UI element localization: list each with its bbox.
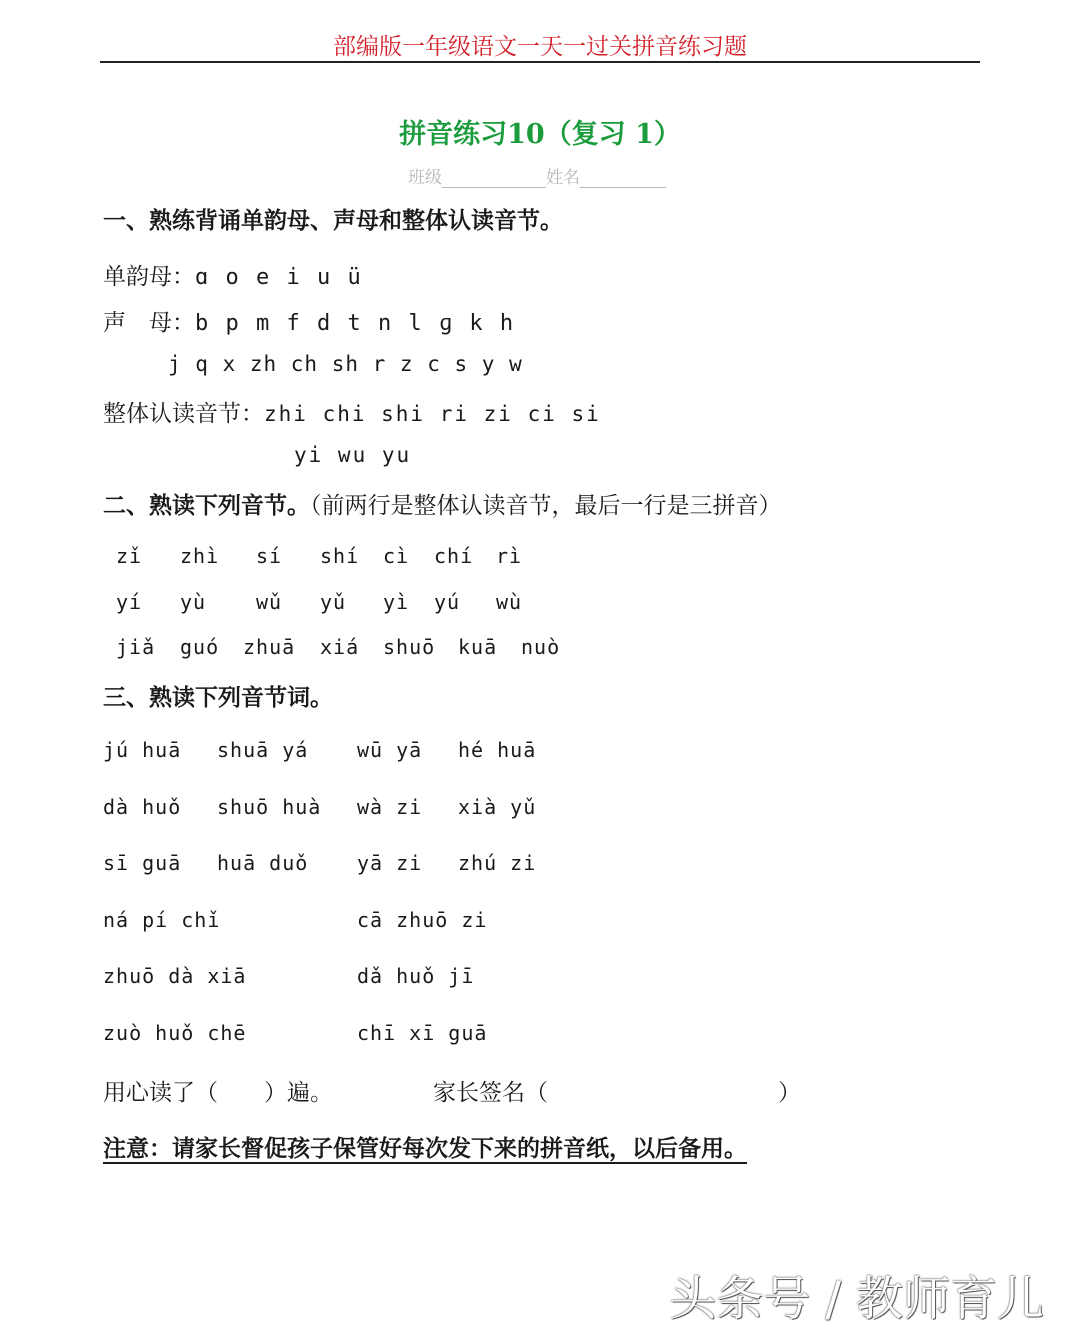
row-content: yi wu yu xyxy=(294,443,412,467)
syllable: yí xyxy=(116,590,143,614)
word: dǎ huǒ jī xyxy=(357,964,475,988)
syllable: jiǎ xyxy=(116,635,156,659)
word: sī guā xyxy=(103,851,182,875)
word: dà huǒ xyxy=(103,795,182,819)
word: jú huā xyxy=(103,738,182,762)
syllable: zhuā xyxy=(243,635,296,659)
row-content: b p m f d t n l ɡ k h xyxy=(195,311,516,336)
list-item xyxy=(294,443,411,467)
section2-heading xyxy=(103,487,782,520)
page-title: 拼音练习10（复习 1） xyxy=(399,119,681,150)
word: shuō huà xyxy=(217,795,322,819)
syllable: shí xyxy=(320,544,360,568)
list-item xyxy=(103,304,515,337)
parent-signature-field[interactable]: 家长签名（ ） xyxy=(433,1080,801,1106)
name-blank[interactable] xyxy=(580,169,666,188)
row-content: ɑ o e i u ü xyxy=(195,265,363,290)
syllable: shuō xyxy=(383,635,436,659)
word: ná pí chǐ xyxy=(103,908,221,932)
read-times-field[interactable]: 用心读了（ ）遍。 xyxy=(103,1080,333,1106)
section2-heading-text: 二、熟读下列音节。 xyxy=(103,492,310,519)
header-divider xyxy=(100,61,980,63)
class-blank[interactable] xyxy=(442,169,546,188)
row-content: j q x zh ch sh r z c s y w xyxy=(168,352,523,376)
name-label: 姓名 xyxy=(546,168,580,188)
syllable: rì xyxy=(496,544,523,568)
list-item xyxy=(103,395,601,428)
watermark: 头条号 / 教师育儿 xyxy=(669,1272,1044,1327)
syllable: yì xyxy=(383,590,410,614)
word: yā zi xyxy=(357,851,423,875)
class-name-row xyxy=(408,163,666,188)
syllable: zǐ xyxy=(116,544,143,568)
list-item xyxy=(168,352,523,376)
word: shuā yá xyxy=(217,738,309,762)
syllable: wǔ xyxy=(256,590,283,614)
word: zuò huǒ chē xyxy=(103,1021,247,1045)
word: hé huā xyxy=(458,738,537,762)
word: wū yā xyxy=(357,738,423,762)
syllable: zhì xyxy=(180,544,220,568)
syllable: chí xyxy=(434,544,474,568)
class-label: 班级 xyxy=(408,168,442,188)
syllable: sí xyxy=(256,544,283,568)
section1-heading: 一、熟练背诵单韵母、声母和整体认读音节。 xyxy=(103,207,563,234)
syllable: kuā xyxy=(458,635,498,659)
syllable: yǔ xyxy=(320,590,347,614)
section3-heading: 三、熟读下列音节词。 xyxy=(103,684,333,711)
section2-note: （前两行是整体认读音节，最后一行是三拼音） xyxy=(310,493,782,519)
word: chī xī guā xyxy=(357,1021,488,1045)
syllable: nuò xyxy=(521,635,561,659)
list-item xyxy=(103,258,363,291)
word: wà zi xyxy=(357,795,423,819)
row-content: zhi chi shi ri zi ci si xyxy=(264,402,601,426)
syllable: wù xyxy=(496,590,523,614)
syllable: cì xyxy=(383,544,410,568)
row-label: 整体认读音节： xyxy=(103,401,264,427)
row-label: 单韵母： xyxy=(103,264,195,290)
word: zhú zi xyxy=(458,851,537,875)
word: xià yǔ xyxy=(458,795,537,819)
word: cā zhuō zi xyxy=(357,908,488,932)
syllable: yù xyxy=(180,590,207,614)
syllable: yú xyxy=(434,590,461,614)
row-label: 声 母： xyxy=(103,310,195,336)
word: huā duǒ xyxy=(217,851,309,875)
notice-text: 注意：请家长督促孩子保管好每次发下来的拼音纸，以后备用。 xyxy=(103,1135,747,1162)
syllable: xiá xyxy=(320,635,360,659)
header-title: 部编版一年级语文一天一过关拼音练习题 xyxy=(333,34,747,60)
word: zhuō dà xiā xyxy=(103,964,247,988)
syllable: guó xyxy=(180,635,220,659)
